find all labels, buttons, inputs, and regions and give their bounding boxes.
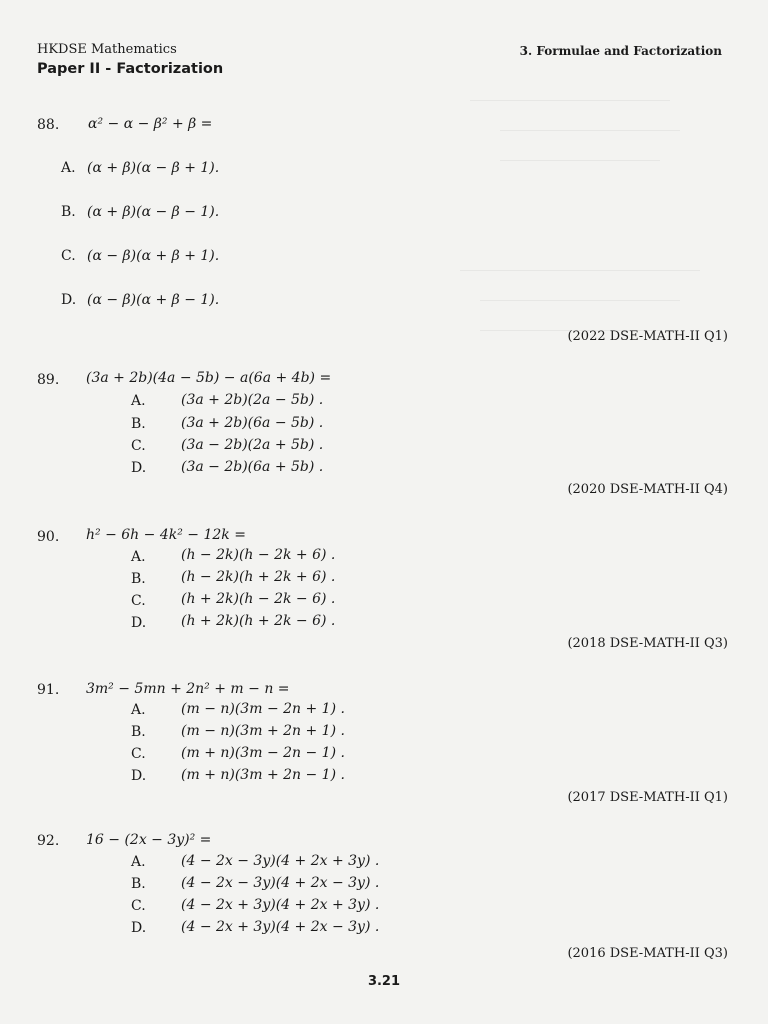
option-letter: D. <box>61 292 77 308</box>
question-stem: (3a + 2b)(4a − 5b) − a(6a + 4b) = <box>86 370 332 386</box>
option-letter: D. <box>131 615 147 631</box>
question-stem: 3m² − 5mn + 2n² + m − n = <box>86 681 290 697</box>
option-text: (α + β)(α − β − 1). <box>87 204 220 220</box>
option-letter: A. <box>131 702 146 718</box>
option-letter: D. <box>131 460 147 476</box>
option-text: (h + 2k)(h − 2k − 6) . <box>181 591 336 607</box>
option-text: (m + n)(3m − 2n − 1) . <box>181 745 345 761</box>
option-letter: A. <box>131 854 146 870</box>
option-letter: A. <box>131 549 146 565</box>
option-letter: A. <box>131 393 146 409</box>
option-text: (4 − 2x + 3y)(4 + 2x + 3y) . <box>181 897 380 913</box>
option-text: (4 − 2x + 3y)(4 + 2x − 3y) . <box>181 919 380 935</box>
option-letter: C. <box>131 593 146 609</box>
question-number: 92. <box>37 833 60 849</box>
option-text: (h − 2k)(h + 2k + 6) . <box>181 569 336 585</box>
option-text: (m − n)(3m + 2n + 1) . <box>181 723 345 739</box>
question-source: (2016 DSE-MATH-II Q3) <box>567 946 728 961</box>
question-source: (2018 DSE-MATH-II Q3) <box>567 636 728 651</box>
option-letter: B. <box>131 876 146 892</box>
bleed-through-area <box>470 80 720 190</box>
option-text: (h + 2k)(h + 2k − 6) . <box>181 613 336 629</box>
option-text: (3a − 2b)(2a + 5b) . <box>181 437 324 453</box>
subject-header: HKDSE Mathematics <box>37 42 177 57</box>
option-text: (h − 2k)(h − 2k + 6) . <box>181 547 336 563</box>
chapter-header: 3. Formulae and Factorization <box>519 44 722 58</box>
option-letter: D. <box>131 768 147 784</box>
option-text: (3a − 2b)(6a + 5b) . <box>181 459 324 475</box>
option-letter: B. <box>131 571 146 587</box>
option-text: (α + β)(α − β + 1). <box>87 160 220 176</box>
question-number: 90. <box>37 529 60 545</box>
option-letter: A. <box>61 160 76 176</box>
option-letter: B. <box>131 724 146 740</box>
question-stem: h² − 6h − 4k² − 12k = <box>86 527 246 543</box>
option-text: (4 − 2x − 3y)(4 + 2x − 3y) . <box>181 875 380 891</box>
page-title: Paper II - Factorization <box>37 61 224 77</box>
page-number: 3.21 <box>367 974 401 989</box>
question-number: 88. <box>37 117 60 133</box>
option-text: (3a + 2b)(6a − 5b) . <box>181 415 324 431</box>
question-source: (2020 DSE-MATH-II Q4) <box>567 482 728 497</box>
option-text: (m − n)(3m − 2n + 1) . <box>181 701 345 717</box>
option-letter: C. <box>61 248 76 264</box>
option-text: (4 − 2x − 3y)(4 + 2x + 3y) . <box>181 853 380 869</box>
question-number: 91. <box>37 682 60 698</box>
option-letter: C. <box>131 438 146 454</box>
option-letter: C. <box>131 898 146 914</box>
option-letter: D. <box>131 920 147 936</box>
question-source: (2022 DSE-MATH-II Q1) <box>567 329 728 344</box>
option-text: (α − β)(α + β + 1). <box>87 248 220 264</box>
question-source: (2017 DSE-MATH-II Q1) <box>567 790 728 805</box>
option-letter: B. <box>61 204 76 220</box>
option-text: (3a + 2b)(2a − 5b) . <box>181 392 324 408</box>
question-number: 89. <box>37 372 60 388</box>
option-text: (m + n)(3m + 2n − 1) . <box>181 767 345 783</box>
question-stem: α² − α − β² + β = <box>88 116 213 132</box>
option-text: (α − β)(α + β − 1). <box>87 292 220 308</box>
question-stem: 16 − (2x − 3y)² = <box>86 832 212 848</box>
option-letter: B. <box>131 416 146 432</box>
option-letter: C. <box>131 746 146 762</box>
